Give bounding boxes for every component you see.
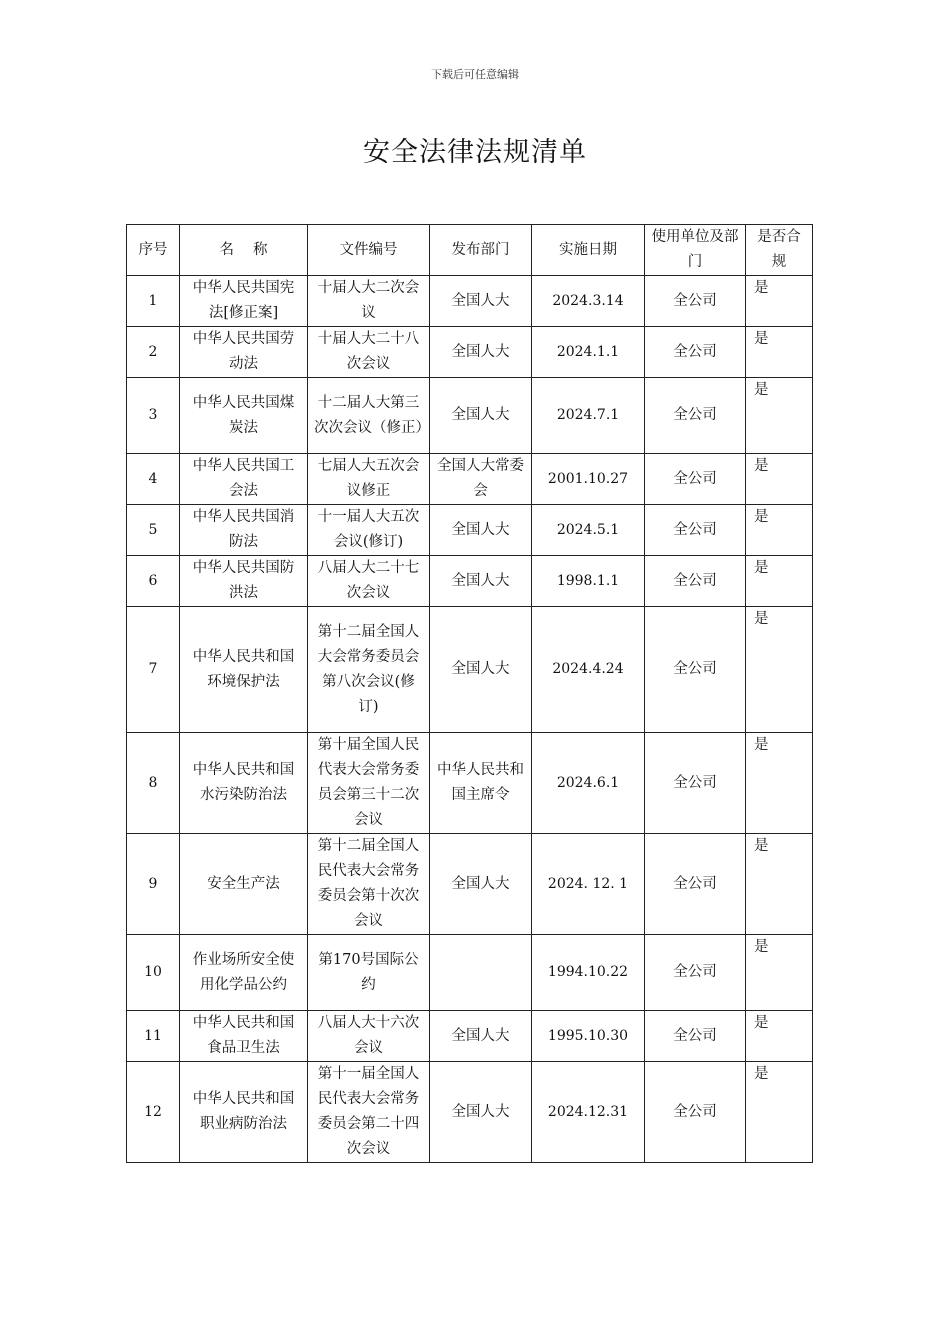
cell-no: 1 — [127, 276, 180, 327]
cell-doc-no: 第十二届全国人大会常务委员会第八次会议(修订) — [308, 607, 430, 733]
cell-compliant: 是 — [746, 327, 813, 378]
cell-no: 9 — [127, 834, 180, 935]
cell-no: 3 — [127, 378, 180, 454]
cell-no: 5 — [127, 505, 180, 556]
table-header-row — [127, 225, 813, 276]
header-note: 下载后可任意编辑 — [431, 68, 519, 81]
table-row — [127, 505, 813, 556]
cell-date: 2024.3.14 — [532, 276, 645, 327]
header-no: 序号 — [127, 225, 180, 276]
cell-unit: 全公司 — [645, 327, 746, 378]
cell-doc-no: 八届人大十六次会议 — [308, 1011, 430, 1062]
cell-compliant: 是 — [746, 1011, 813, 1062]
cell-name: 中华人民共国消防法 — [180, 505, 308, 556]
table-row — [127, 556, 813, 607]
cell-no: 8 — [127, 733, 180, 834]
cell-unit: 全公司 — [645, 834, 746, 935]
cell-unit: 全公司 — [645, 378, 746, 454]
cell-unit: 全公司 — [645, 733, 746, 834]
cell-compliant: 是 — [746, 733, 813, 834]
table-row — [127, 607, 813, 733]
table-row — [127, 935, 813, 1011]
cell-name: 安全生产法 — [180, 834, 308, 935]
cell-doc-no: 第十二届全国人民代表大会常务委员会第十次次会议 — [308, 834, 430, 935]
cell-name: 作业场所安全使用化学品公约 — [180, 935, 308, 1011]
cell-issuer: 全国人大 — [430, 327, 532, 378]
header-issuer: 发布部门 — [430, 225, 532, 276]
cell-compliant: 是 — [746, 834, 813, 935]
cell-unit: 全公司 — [645, 556, 746, 607]
cell-unit: 全公司 — [645, 935, 746, 1011]
cell-no: 12 — [127, 1062, 180, 1163]
cell-name: 中华人民共和国环境保护法 — [180, 607, 308, 733]
cell-compliant: 是 — [746, 505, 813, 556]
cell-compliant: 是 — [746, 1062, 813, 1163]
cell-doc-no: 十届人大二次会议 — [308, 276, 430, 327]
header-compliant: 是否合规 — [746, 225, 813, 276]
cell-date: 2024.7.1 — [532, 378, 645, 454]
header-unit: 使用单位及部门 — [645, 225, 746, 276]
regulations-table — [126, 224, 813, 1163]
cell-unit: 全公司 — [645, 505, 746, 556]
cell-doc-no: 七届人大五次会议修正 — [308, 454, 430, 505]
cell-no: 11 — [127, 1011, 180, 1062]
cell-doc-no: 十一届人大五次会议(修订) — [308, 505, 430, 556]
cell-date: 2024.5.1 — [532, 505, 645, 556]
cell-name: 中华人民共和国食品卫生法 — [180, 1011, 308, 1062]
cell-no: 4 — [127, 454, 180, 505]
cell-doc-no: 八届人大二十七次会议 — [308, 556, 430, 607]
table-row — [127, 1011, 813, 1062]
cell-issuer: 全国人大 — [430, 556, 532, 607]
table-row — [127, 834, 813, 935]
cell-compliant: 是 — [746, 378, 813, 454]
cell-unit: 全公司 — [645, 1011, 746, 1062]
cell-no: 7 — [127, 607, 180, 733]
cell-doc-no: 第170号国际公约 — [308, 935, 430, 1011]
cell-compliant: 是 — [746, 607, 813, 733]
cell-date: 1995.10.30 — [532, 1011, 645, 1062]
table-row — [127, 378, 813, 454]
header-doc-no: 文件编号 — [308, 225, 430, 276]
cell-doc-no: 第十一届全国人民代表大会常务委员会第二十四次会议 — [308, 1062, 430, 1163]
table-row — [127, 454, 813, 505]
page-title: 安全法律法规清单 — [363, 137, 587, 168]
table-row — [127, 276, 813, 327]
cell-no: 2 — [127, 327, 180, 378]
cell-no: 10 — [127, 935, 180, 1011]
cell-date: 2024.4.24 — [532, 607, 645, 733]
cell-unit: 全公司 — [645, 1062, 746, 1163]
cell-issuer: 中华人民共和国主席令 — [430, 733, 532, 834]
cell-name: 中华人民共国工会法 — [180, 454, 308, 505]
cell-compliant: 是 — [746, 276, 813, 327]
cell-issuer: 全国人大 — [430, 378, 532, 454]
cell-date: 1998.1.1 — [532, 556, 645, 607]
cell-date: 1994.10.22 — [532, 935, 645, 1011]
cell-issuer — [430, 935, 532, 1011]
cell-issuer: 全国人大常委会 — [430, 454, 532, 505]
cell-unit: 全公司 — [645, 276, 746, 327]
cell-doc-no: 十二届人大第三次次会议（修正） — [308, 378, 430, 454]
cell-name: 中华人民共和国水污染防治法 — [180, 733, 308, 834]
cell-issuer: 全国人大 — [430, 607, 532, 733]
cell-name: 中华人民共国防洪法 — [180, 556, 308, 607]
cell-name: 中华人民共国劳动法 — [180, 327, 308, 378]
cell-name: 中华人民共国煤炭法 — [180, 378, 308, 454]
cell-issuer: 全国人大 — [430, 505, 532, 556]
cell-date: 2024. 12. 1 — [532, 834, 645, 935]
table-row — [127, 1062, 813, 1163]
table-row — [127, 733, 813, 834]
cell-date: 2001.10.27 — [532, 454, 645, 505]
header-date: 实施日期 — [532, 225, 645, 276]
cell-no: 6 — [127, 556, 180, 607]
cell-issuer: 全国人大 — [430, 1011, 532, 1062]
cell-issuer: 全国人大 — [430, 834, 532, 935]
cell-compliant: 是 — [746, 935, 813, 1011]
cell-compliant: 是 — [746, 556, 813, 607]
header-name: 名 称 — [180, 225, 308, 276]
cell-date: 2024.6.1 — [532, 733, 645, 834]
table-row — [127, 327, 813, 378]
cell-name: 中华人民共和国职业病防治法 — [180, 1062, 308, 1163]
cell-doc-no: 第十届全国人民代表大会常务委员会第三十二次会议 — [308, 733, 430, 834]
cell-unit: 全公司 — [645, 454, 746, 505]
cell-issuer: 全国人大 — [430, 276, 532, 327]
cell-doc-no: 十届人大二十八次会议 — [308, 327, 430, 378]
cell-date: 2024.12.31 — [532, 1062, 645, 1163]
cell-issuer: 全国人大 — [430, 1062, 532, 1163]
cell-unit: 全公司 — [645, 607, 746, 733]
cell-name: 中华人民共国宪法[修正案] — [180, 276, 308, 327]
cell-date: 2024.1.1 — [532, 327, 645, 378]
cell-compliant: 是 — [746, 454, 813, 505]
